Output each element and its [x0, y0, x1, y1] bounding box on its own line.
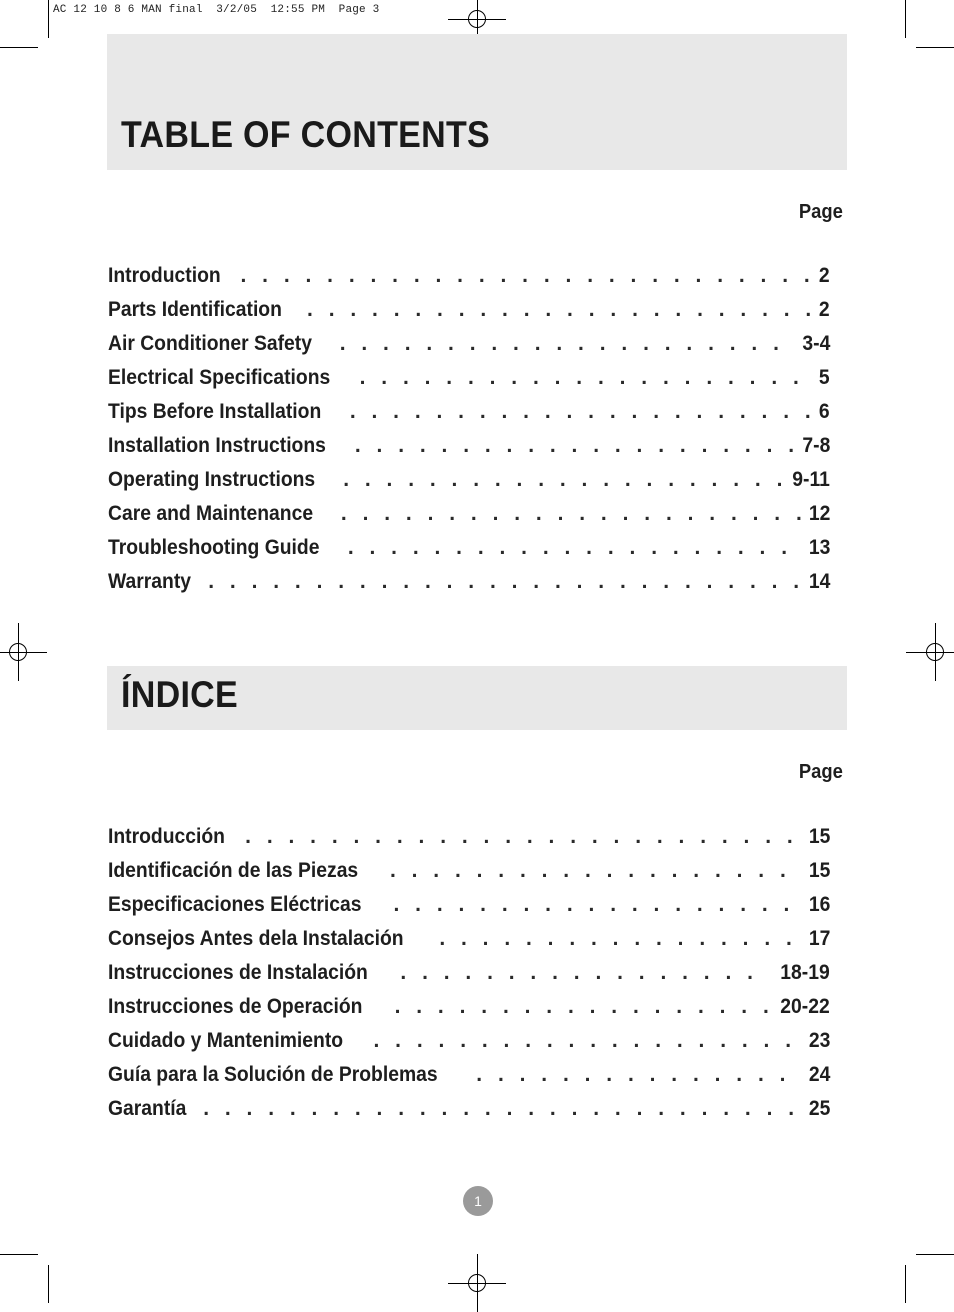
toc-entry[interactable]: Electrical Specifications . . . 5	[108, 366, 830, 400]
indice-title: ÍNDICE	[121, 674, 239, 715]
print-slug: AC 12 10 8 6 MAN final 3/2/05 12:55 PM Page 3	[53, 4, 380, 16]
toc-list	[108, 264, 830, 604]
indice-entry[interactable]: Introducción . . . 15	[108, 825, 830, 859]
crop-mark	[916, 1254, 954, 1255]
indice-entry[interactable]: Instrucciones de Instalación . . . 18-19	[108, 961, 830, 995]
indice-entry[interactable]: Guía para la Solución de Problemas . . . 24	[108, 1063, 830, 1097]
toc-entry[interactable]: Troubleshooting Guide . . . 13	[108, 536, 830, 570]
toc-entry[interactable]: Tips Before Installation . . . 6	[108, 400, 830, 434]
registration-mark-top	[466, 8, 488, 30]
toc-header-band	[107, 34, 847, 170]
crop-mark	[905, 0, 906, 38]
toc-entry[interactable]: Installation Instructions . . . 7-8	[108, 434, 830, 468]
indice-header-band	[107, 666, 847, 730]
indice-list	[108, 825, 830, 1131]
indice-entry[interactable]: Cuidado y Mantenimiento . . . 23	[108, 1029, 830, 1063]
registration-mark-right	[924, 641, 946, 663]
indice-entry[interactable]: Especificaciones Eléctricas . . . 16	[108, 893, 830, 927]
registration-mark-bottom	[466, 1272, 488, 1294]
crop-mark	[48, 1265, 49, 1303]
page-number-badge: 1	[463, 1186, 493, 1216]
toc-entry[interactable]: Introduction . . . 2	[108, 264, 830, 298]
registration-mark-left	[7, 641, 29, 663]
toc-title: TABLE OF CONTENTS	[121, 114, 491, 155]
crop-mark	[916, 47, 954, 48]
toc-entry[interactable]: Operating Instructions . . . 9-11	[108, 468, 830, 502]
crop-mark	[0, 47, 38, 48]
toc-entry[interactable]: Warranty . . . 14	[108, 570, 830, 604]
indice-page-column-label: Page	[799, 761, 843, 783]
indice-entry[interactable]: Identificación de las Piezas . . . 15	[108, 859, 830, 893]
toc-page-column-label: Page	[799, 201, 843, 223]
indice-entry[interactable]: Consejos Antes dela Instalación . . . 17	[108, 927, 830, 961]
indice-entry[interactable]: Garantía . . . 25	[108, 1097, 830, 1131]
indice-entry[interactable]: Instrucciones de Operación . . . 20-22	[108, 995, 830, 1029]
crop-mark	[48, 0, 49, 38]
toc-entry[interactable]: Parts Identification . . . 2	[108, 298, 830, 332]
toc-entry[interactable]: Care and Maintenance . . . 12	[108, 502, 830, 536]
toc-entry[interactable]: Air Conditioner Safety . . . 3-4	[108, 332, 830, 366]
crop-mark	[0, 1254, 38, 1255]
crop-mark	[905, 1265, 906, 1303]
